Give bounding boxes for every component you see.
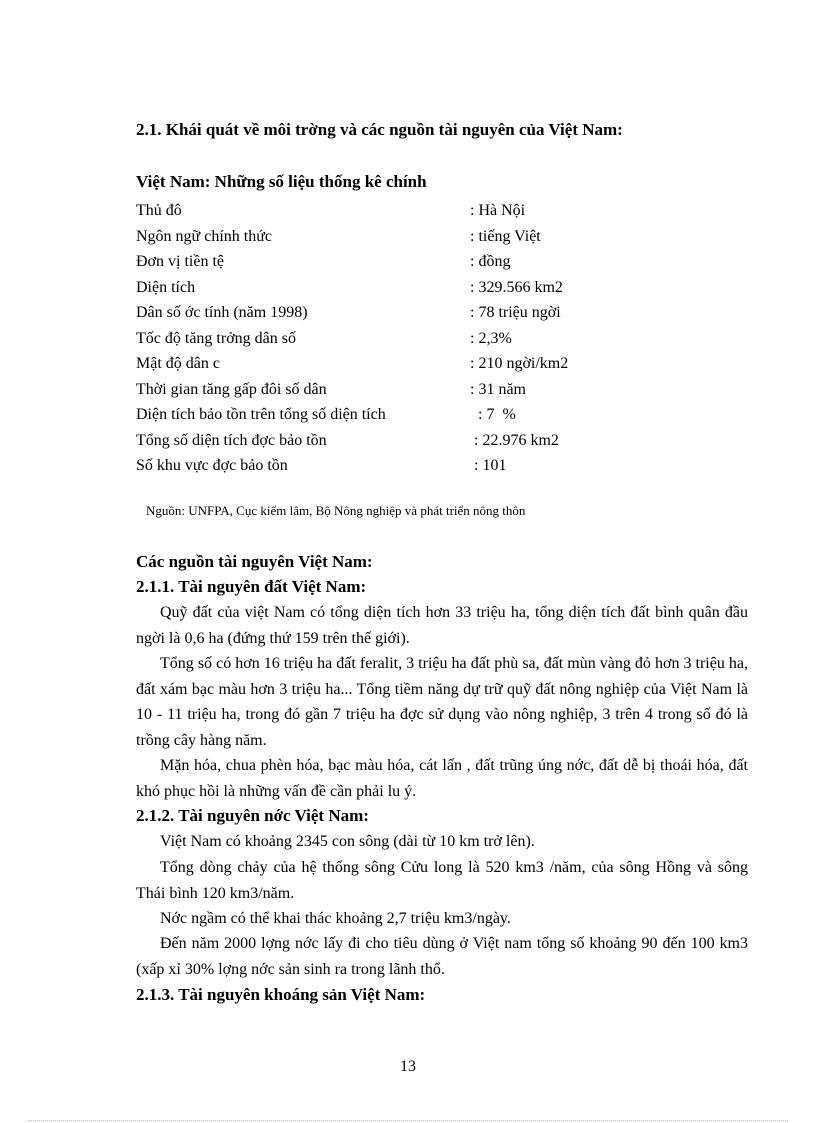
stats-row xyxy=(136,428,696,454)
stats-row xyxy=(136,326,696,352)
stats-row xyxy=(136,249,696,275)
stats-value: : 101 xyxy=(470,457,507,474)
stats-row xyxy=(136,224,696,250)
water-heading: 2.1.2. Tài nguyên nớc Việt Nam: xyxy=(136,806,369,825)
water-paragraph: Tổng dòng chảy của hệ thống sông Cửu long là 520 km3 /năm, của sông Hồng và sông Thái bình 120 km3/năm. xyxy=(136,859,748,902)
water-paragraph: Nớc ngầm có thể khai thác khoảng 2,7 triệu km3/ngày. xyxy=(160,910,511,927)
stats-label: Ngôn ngữ chính thức xyxy=(136,227,272,245)
stats-value: : 2,3% xyxy=(470,329,512,347)
stats-label: Thời gian tăng gấp đôi số dân xyxy=(136,380,327,398)
stats-value: : tiếng Việt xyxy=(470,227,541,245)
stats-row xyxy=(136,377,696,403)
stats-label: Số khu vực đợc bảo tồn xyxy=(136,457,288,474)
minerals-heading: 2.1.3. Tài nguyên khoáng sản Việt Nam: xyxy=(136,985,426,1004)
stats-row xyxy=(136,402,696,428)
stats-row xyxy=(136,453,696,479)
stats-value: : 22.976 km2 xyxy=(470,431,559,449)
land-heading: 2.1.1. Tài nguyên đất Việt Nam: xyxy=(136,577,367,596)
stats-value: : 329.566 km2 xyxy=(470,278,563,296)
water-paragraph: Đến năm 2000 lợng nớc lấy đi cho tiêu dùng ở Việt nam tổng số khoảng 90 đến 100 km3 (xấp xỉ 30% lợng nớc sản sinh ra trong lãnh thổ. xyxy=(136,935,748,978)
stats-value: : 78 triệu ngời xyxy=(470,304,561,321)
stats-value: : 31 năm xyxy=(470,380,526,398)
stats-title: Việt Nam: Những số liệu thống kê chính xyxy=(136,172,427,191)
stats-label: Đơn vị tiền tệ xyxy=(136,253,224,270)
stats-value: : 210 ngời/km2 xyxy=(470,355,569,372)
land-paragraph: Tổng số có hơn 16 triệu ha đất feralit, 3 triệu ha đất phù sa, đất mùn vàng đỏ hơn 3 triệu ha, đất xám bạc màu hơn 3 triệu ha... Tổng tiềm năng dự trữ quỹ đất nông nghiệp của Việt Nam là 10 - 11 triệu ha, trong đó gần 7 triệu ha đợc sử dụng vào nông nghiệp, 3 trên 4 trong số đó là trồng cây hàng năm. xyxy=(136,655,748,749)
stats-label: Dân số ớc tính (năm 1998) xyxy=(136,304,308,321)
stats-row xyxy=(136,300,696,326)
stats-label: Diện tích bảo tồn trên tổng số diện tích xyxy=(136,406,386,423)
land-paragraph: Mặn hóa, chua phèn hóa, bạc màu hóa, cát lấn , đất trũng úng nớc, đất dễ bị thoái hóa, đất khó phục hồi là những vấn đề cần phải lu ý. xyxy=(136,757,748,800)
stats-label: Tốc độ tăng trởng dân số xyxy=(136,329,296,347)
page-number: 13 xyxy=(400,1058,416,1075)
land-paragraph: Quỹ đất của việt Nam có tổng diện tích hơn 33 triệu ha, tổng diện tích đất bình quân đầu ngời là 0,6 ha (đứng thứ 159 trên thế giới). xyxy=(136,604,748,647)
stats-row xyxy=(136,275,696,301)
stats-row xyxy=(136,351,696,377)
stats-label: Tổng số diện tích đợc bảo tồn xyxy=(136,431,327,449)
stats-label: Thủ đô xyxy=(136,202,182,219)
stats-value: : 7 % xyxy=(470,406,516,423)
stats-value: : Hà Nội xyxy=(470,202,526,219)
stats-row xyxy=(136,198,696,224)
stats-label: Mật độ dân c xyxy=(136,355,220,372)
water-paragraph: Việt Nam có khoảng 2345 con sông (dài từ 10 km trở lên). xyxy=(160,833,535,850)
resources-title: Các nguồn tài nguyên Việt Nam: xyxy=(136,552,373,571)
page-bottom-divider xyxy=(28,1120,788,1121)
source-note: Nguồn: UNFPA, Cục kiểm lâm, Bộ Nông nghiệp và phát triển nông thôn xyxy=(146,503,526,518)
stats-value: : đồng xyxy=(470,253,511,270)
section-title: 2.1. Khái quát về môi trờng và các nguồn tài nguyên của Việt Nam: xyxy=(136,120,623,139)
stats-label: Diện tích xyxy=(136,278,196,296)
stats-table xyxy=(136,198,696,479)
